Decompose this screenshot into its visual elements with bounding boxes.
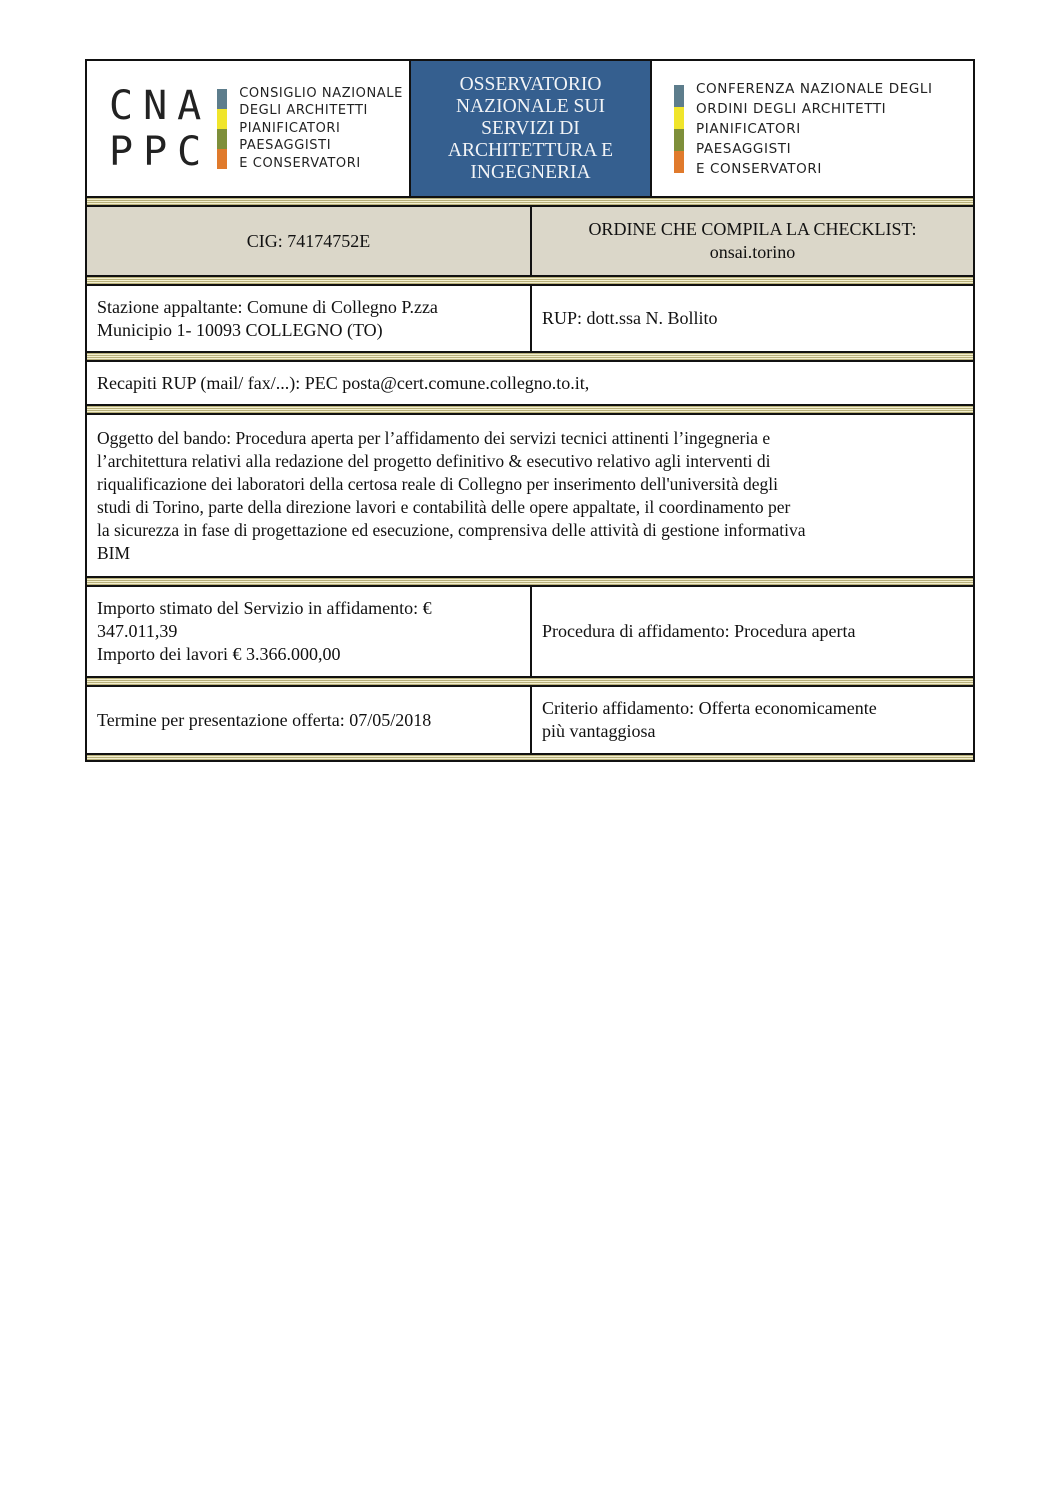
ordine-label: ORDINE CHE COMPILA LA CHECKLIST: [588,219,917,239]
cig-field: CIG: 74174752E [87,207,532,275]
stazione-appaltante: Stazione appaltante: Comune di Collegno P.zza Municipio 1- 10093 COLLEGNO (TO) [87,286,532,351]
cnappc-logo [87,61,411,196]
observatory-title: OSSERVATORIO NAZIONALE SUI SERVIZI DI ARCHITETTURA E INGEGNERIA [411,61,652,196]
separator [85,755,975,762]
separator [85,406,975,413]
separator [85,353,975,360]
separator [85,277,975,284]
importo-stimato: Importo stimato del Servizio in affidamento: € 347.011,39 Importo dei lavori € 3.366.000,00 [87,587,532,676]
oggetto-bando: Oggetto del bando: Procedura aperta per l’affidamento dei servizi tecnici attinenti l’ingegneria e l’architettura relativi alla redazione del progetto definitivo & esecutivo relativo agli interventi di riqualificazione dei laboratori della certosa reale di Collegno per inserimento dell'università degli studi di Torino, parte della direzione lavori e contabilità delle opere appaltate, il coordinamento per la sicurezza in fase di progettazione ed esecuzione, comprensiva delle attività di gestione informativa BIM [97,427,806,563]
conferenza-org-name: CONFERENZA NAZIONALE DEGLI ORDINI DEGLI ARCHITETTI PIANIFICATORI PAESAGGISTI E CONSERVATORI [696,80,933,177]
termine-row [85,685,975,755]
ordine-value: onsai.torino [709,242,796,262]
recapiti-row [85,360,975,406]
recapiti-rup: Recapiti RUP (mail/ fax/...): PEC posta@cert.comune.collegno.to.it, [97,372,590,393]
cnappc-monogram [109,83,211,175]
checklist-form [85,59,975,762]
color-bars-icon [674,85,684,173]
separator [85,678,975,685]
separator [85,198,975,205]
criterio-affidamento: Criterio affidamento: Offerta economicamente più vantaggiosa [542,698,877,741]
monogram-row-1: CNA [109,82,212,129]
cig-row [85,205,975,277]
cnappc-org-name: CONSIGLIO NAZIONALE DEGLI ARCHITETTI PIANIFICATORI PAESAGGISTI E CONSERVATORI [239,85,403,171]
stazione-row [85,284,975,353]
ordine-field [532,207,973,275]
separator [85,578,975,585]
conferenza-logo [652,61,973,196]
termine-offerta: Termine per presentazione offerta: 07/05/2018 [87,687,532,753]
monogram-row-2: PPC [109,128,212,175]
oggetto-row [85,413,975,578]
color-bars-icon [217,89,227,169]
rup-field: RUP: dott.ssa N. Bollito [542,308,718,328]
procedura-affidamento: Procedura di affidamento: Procedura aperta [542,621,856,641]
header-band [85,59,975,198]
importo-row [85,585,975,678]
